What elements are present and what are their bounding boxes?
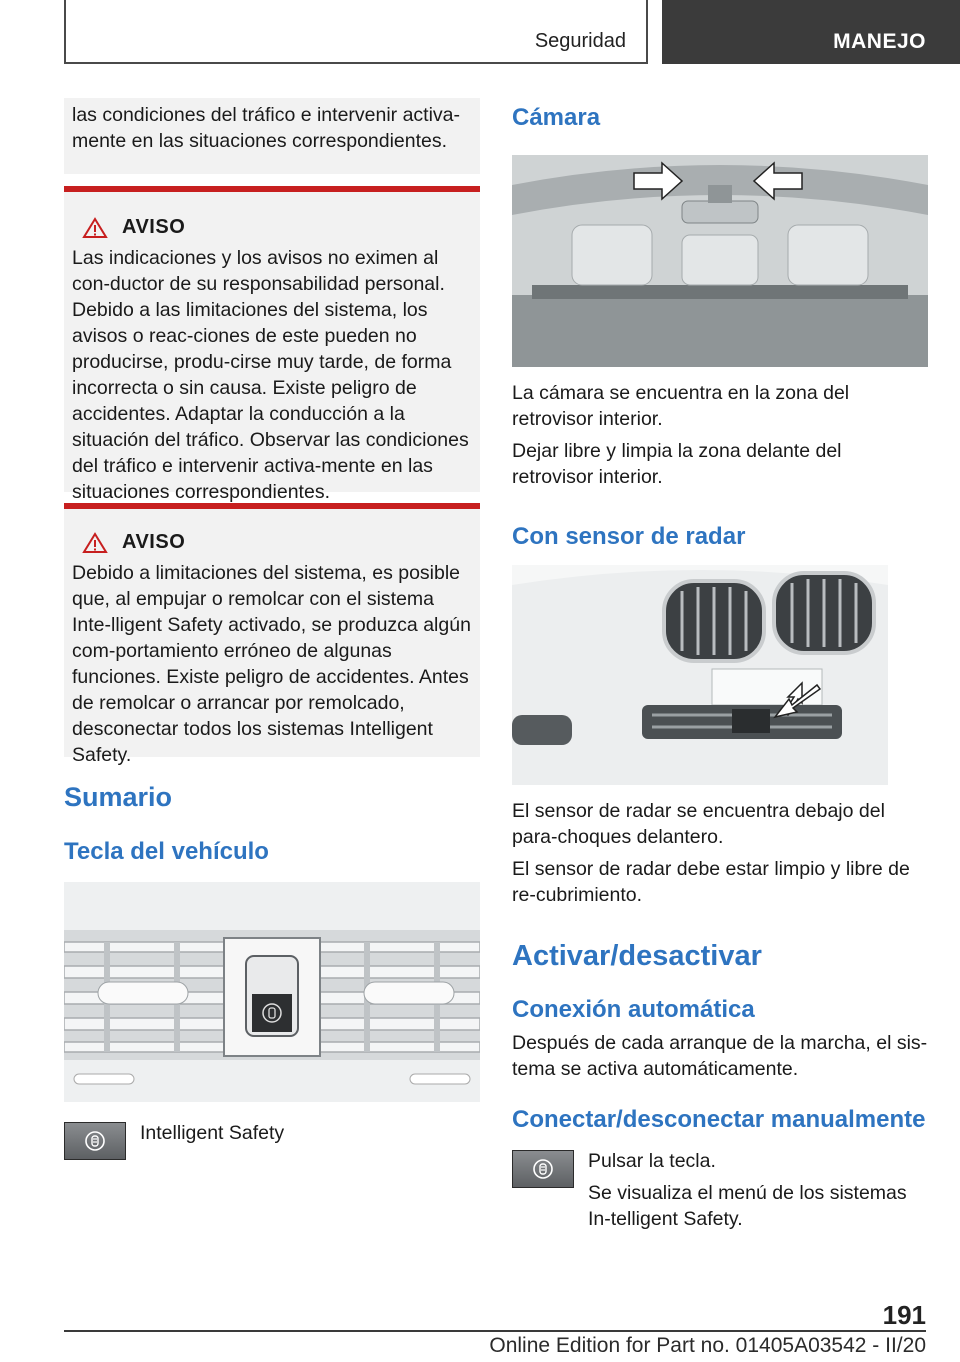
heading-activar: Activar/desactivar (512, 940, 762, 972)
camara-paragraph-2: Dejar libre y limpia la zona delante del retrovisor interior. (512, 440, 842, 488)
manual-paragraph-2: Se visualiza el menú de los sistemas In-telligent Safety. (588, 1182, 907, 1230)
warning-title: AVISO (122, 216, 186, 238)
header-frame (64, 0, 648, 64)
intelligent-safety-button (512, 1150, 574, 1188)
radar-paragraph-1: El sensor de radar se encuentra debajo del para-choques delantero. (512, 800, 885, 848)
button-label: Intelligent Safety (140, 1122, 285, 1144)
radar-sensor-image (512, 565, 888, 785)
edition-footer: Online Edition for Part no. 01405A03542 - II/20 (489, 1334, 926, 1357)
warning-triangle-icon (82, 217, 108, 239)
auto-paragraph: Después de cada arranque de la marcha, el sis-tema se activa automáticamente. (512, 1032, 928, 1080)
warning-box-1 (64, 186, 480, 503)
manual-paragraph-2-line1 (588, 1180, 928, 1232)
chapter-tab: MANEJO (662, 0, 960, 64)
heading-tecla: Tecla del vehículo (64, 838, 269, 865)
radar-paragraph-2: El sensor de radar debe estar limpio y libre de re-cubrimiento. (512, 858, 910, 906)
heading-camara: Cámara (512, 104, 601, 131)
continuation-text: las condiciones del tráfico e intervenir activa-mente en las situaciones correspondientes. (72, 104, 461, 152)
heading-manual: Conectar/desconectar manualmente (512, 1106, 926, 1133)
vehicle-button-image (64, 882, 480, 1102)
intelligent-safety-icon (83, 1129, 107, 1153)
camara-paragraph-1: La cámara se encuentra en la zona del retrovisor interior. (512, 382, 850, 430)
warning-title: AVISO (122, 531, 186, 553)
page-number: 191 (882, 1300, 926, 1330)
heading-radar: Con sensor de radar (512, 523, 746, 550)
warning-box-2 (64, 503, 480, 766)
camera-location-image (512, 155, 928, 367)
heading-auto: Conexión automática (512, 996, 755, 1023)
footer-rule (64, 1330, 926, 1332)
intelligent-safety-button (64, 1122, 126, 1160)
manual-paragraph-1: Pulsar la tecla. (588, 1150, 716, 1172)
heading-sumario: Sumario (64, 782, 173, 812)
section-title: Seguridad (534, 30, 626, 52)
warning-triangle-icon (82, 532, 108, 554)
warning-text: Debido a limitaciones del sistema, es posible que, al empujar o remolcar con el sistema Inte-lligent Safety activado, se produzca algún com-portamiento erróneo de algunas funciones. Existe peligro de accidentes. Antes de remolcar o arrancar por remolcado, desconectar todos los sistemas Intelligent Safety. (72, 562, 471, 766)
intelligent-safety-icon (531, 1157, 555, 1181)
warning-text: Las indicaciones y los avisos no eximen al con-ductor de su responsabilidad personal. Debido a las limitaciones del sistema, los avisos o reac-ciones de este pueden no producirse, produ-cirse muy tarde, de forma incorrecta o sin causa. Existe peligro de accidentes. Adaptar la conducción a la situación del tráfico. Observar las condiciones del tráfico e intervenir activa-mente en las situaciones correspondientes. (72, 247, 469, 503)
continuation-box (64, 98, 480, 174)
